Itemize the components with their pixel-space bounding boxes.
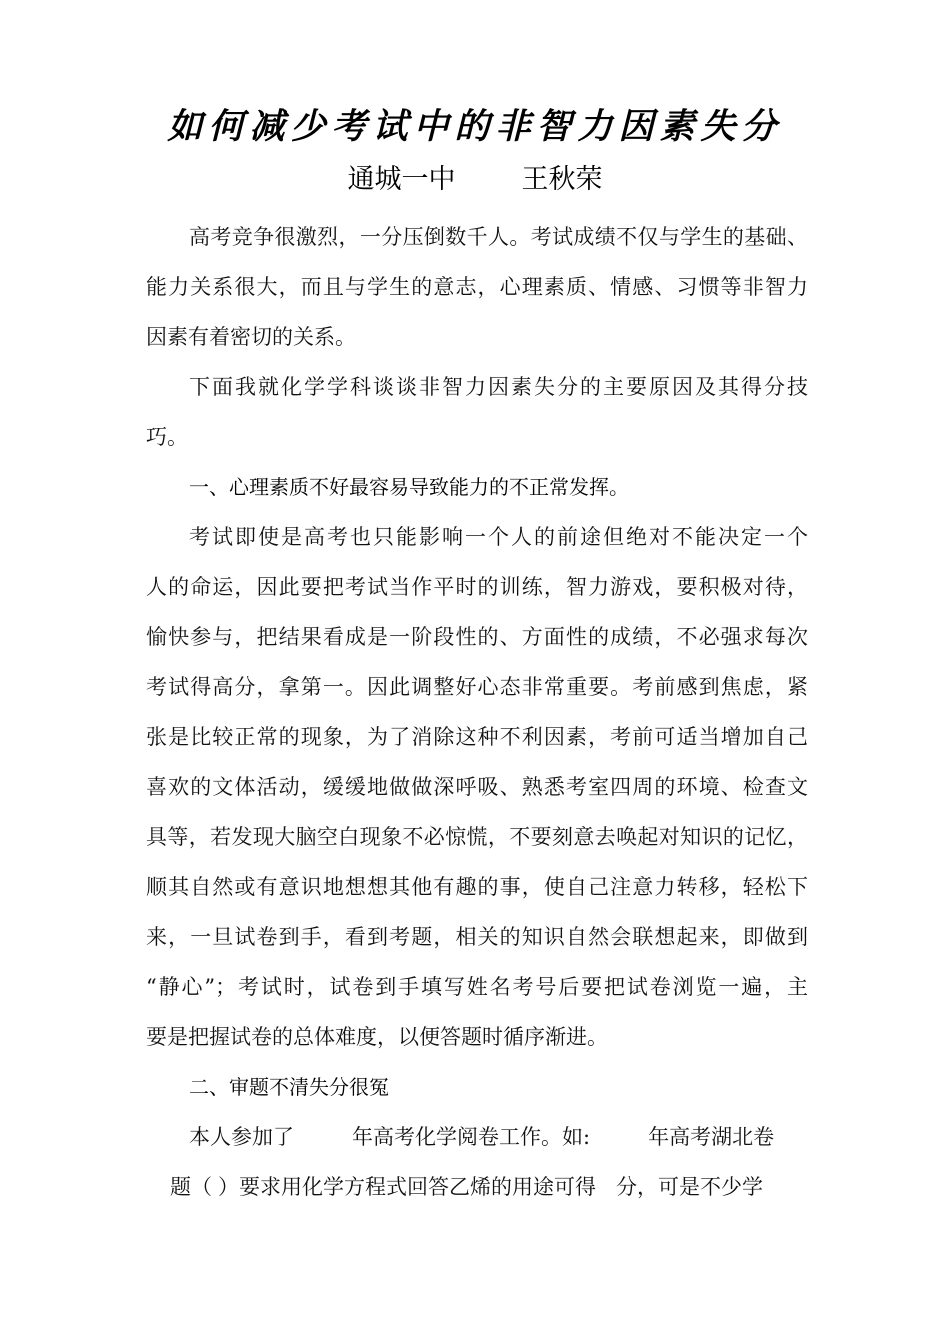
paragraph-line: 喜欢的文体活动，缓缓地做做深呼吸、熟悉考室四周的环境、检查文 xyxy=(146,775,808,799)
paragraph-line: 要是把握试卷的总体难度，以便答题时循序渐进。 xyxy=(146,1025,608,1049)
paragraph-line: 能力关系很大，而且与学生的意志，心理素质、情感、习惯等非智力 xyxy=(146,275,808,299)
section-heading: 一、心理素质不好最容易导致能力的不正常发挥。 xyxy=(189,475,629,499)
paragraph-line xyxy=(189,1112,808,1162)
paragraph-line: 巧。 xyxy=(146,425,188,449)
paragraph-line: 考试得高分，拿第一。因此调整好心态非常重要。考前感到焦虑，紧 xyxy=(146,675,808,699)
text-fragment: 年高考化学阅卷工作。如: xyxy=(352,1125,591,1149)
paragraph-line: 来，一旦试卷到手，看到考题，相关的知识自然会联想起来，即做到 xyxy=(146,925,808,949)
byline xyxy=(0,158,950,202)
paragraph-line: 张是比较正常的现象，为了消除这种不利因素，考前可适当增加自己 xyxy=(146,725,808,749)
text-fragment: 本人参加了 xyxy=(189,1125,294,1149)
paragraph-line: 具等，若发现大脑空白现象不必惊慌，不要刻意去唤起对知识的记忆， xyxy=(146,825,808,849)
paragraph-line: 高考竞争很激烈，一分压倒数千人。考试成绩不仅与学生的基础、 xyxy=(189,225,808,249)
school-name: 通城一中 xyxy=(347,164,456,195)
paragraph-line: “静心”；考试时，试卷到手填写姓名考号后要把试卷浏览一遍，主 xyxy=(146,975,808,999)
paragraph-line: 因素有着密切的关系。 xyxy=(146,325,356,349)
text-fragment: ）要求用化学方程式回答乙烯的用途可得 xyxy=(218,1175,596,1199)
paragraph-line: 顺其自然或有意识地想想其他有趣的事，使自己注意力转移，轻松下 xyxy=(146,875,808,899)
paragraph-line: 人的命运，因此要把考试当作平时的训练，智力游戏，要积极对待， xyxy=(146,575,808,599)
paragraph-line: 愉快参与，把结果看成是一阶段性的、方面性的成绩，不必强求每次 xyxy=(146,625,808,649)
document-title: 如何减少考试中的非智力因素失分 xyxy=(167,106,783,147)
text-fragment: 分，可是不少学 xyxy=(616,1175,763,1199)
text-fragment: 年高考湖北卷 xyxy=(648,1125,775,1149)
section-heading: 二、审题不清失分很冤 xyxy=(189,1075,389,1099)
paragraph-line: 下面我就化学学科谈谈非智力因素失分的主要原因及其得分技 xyxy=(189,375,808,399)
paragraph-line: 考试即使是高考也只能影响一个人的前途但绝对不能决定一个 xyxy=(189,525,808,549)
paragraph-line xyxy=(170,1162,810,1212)
text-fragment: 题（ xyxy=(170,1175,212,1199)
author-name: 王秋荣 xyxy=(521,164,603,195)
